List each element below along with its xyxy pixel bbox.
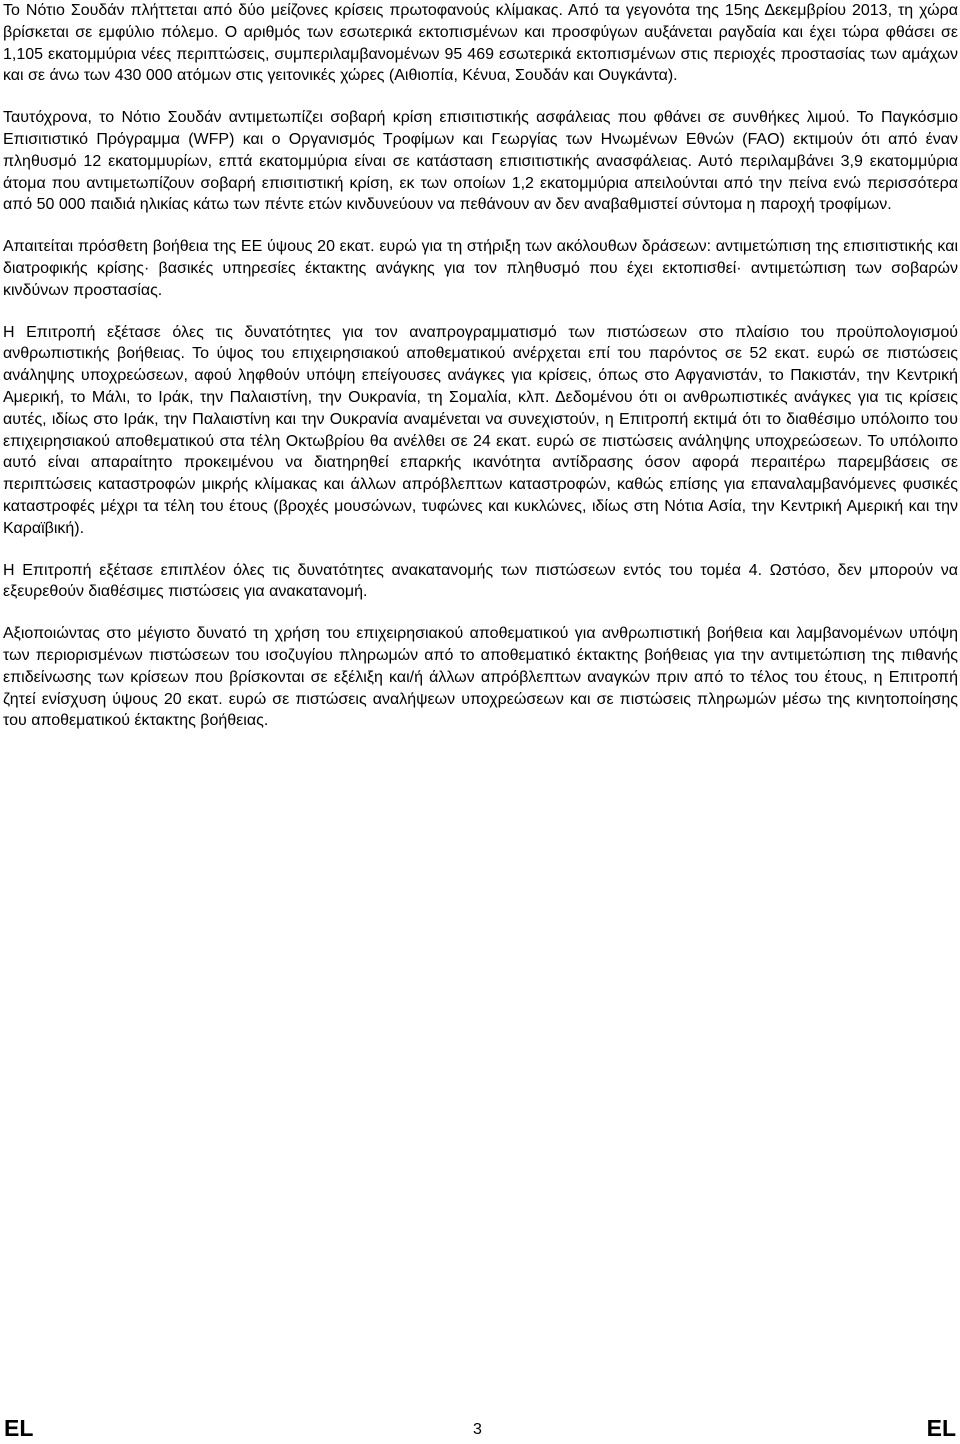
document-body [3,0,958,752]
footer-language-left: EL [4,1415,34,1441]
paragraph-4: Η Επιτροπή εξέτασε όλες τις δυνατότητες για τον αναπρογραμματισμό των πιστώσεων στο πλαίσιο του προϋπολογισμού ανθρωπιστικής βοήθειας. Το ύψος του επιχειρησιακού αποθεματικού ανέρχεται επί του παρόντος σε 52 εκατ. ευρώ σε πιστώσεις ανάληψης υποχρεώσεων, αφού ληφθούν υπόψη επείγουσες ανάγκες για κρίσεις, όπως στο Αφγανιστάν, το Πακιστάν, την Κεντρική Αμερική, το Μάλι, το Ιράκ, την Παλαιστίνη, την Ουκρανία, τη Σομαλία, κλπ. Δεδομένου ότι οι ανθρωπιστικές ανάγκες για τις κρίσεις αυτές, ιδίως στο Ιράκ, την Παλαιστίνη και την Ουκρανία αναμένεται να συνεχιστούν, η Επιτροπή εκτιμά ότι το διαθέσιμο υπόλοιπο του επιχειρησιακού αποθεματικού στα τέλη Οκτωβρίου θα ανέλθει σε 24 εκατ. ευρώ σε πιστώσεις ανάληψης υποχρεώσεων. Το υπόλοιπο αυτό είναι απαραίτητο προκειμένου να διατηρηθεί επαρκής ικανότητα αντίδρασης όσον αφορά περαιτέρω παρεμβάσεις σε περιπτώσεις καταστροφών μικρής κλίμακας και άλλων απρόβλεπτων καταστροφών, καθώς επίσης για επαναλαμβανόμενες φυσικές καταστροφές μέχρι τα τέλη του έτους (βροχές μουσώνων, τυφώνες και κυκλώνες, ιδίως στη Νότια Ασία, την Κεντρική Αμερική και την Καραϊβική). [3,323,958,537]
page-number: 3 [473,1421,482,1438]
paragraph-5: Η Επιτροπή εξέτασε επιπλέον όλες τις δυνατότητες ανακατανομής των πιστώσεων εντός του τομέα 4. Ωστόσο, δεν μπορούν να εξευρεθούν διαθέσιμες πιστώσεις για ανακατανομή. [3,561,958,601]
paragraph-2: Ταυτόχρονα, το Νότιο Σουδάν αντιμετωπίζει σοβαρή κρίση επισιτιστικής ασφάλειας που φθάνει σε συνθήκες λιμού. Το Παγκόσμιο Επισιτιστικό Πρόγραμμα (WFP) και ο Οργανισμός Τροφίμων και Γεωργίας των Ηνωμένων Εθνών (FAO) εκτιμούν ότι από έναν πληθυσμό 12 εκατομμυρίων, επτά εκατομμύρια είναι σε κατάσταση επισιτιστικής ανασφάλειας. Αυτό περιλαμβάνει 3,9 εκατομμύρια άτομα που αντιμετωπίζουν σοβαρή επισιτιστική κρίση, εκ των οποίων 1,2 εκατομμύρια απειλούνται από την πείνα ενώ περισσότερα από 50 000 παιδιά ηλικίας κάτω των πέντε ετών κινδυνεύουν να πεθάνουν αν δεν αναβαθμιστεί σύντομα η παροχή τροφίμων. [3,109,958,214]
paragraph-6: Αξιοποιώντας στο μέγιστο δυνατό τη χρήση του επιχειρησιακού αποθεματικού για ανθρωπιστική βοήθεια και λαμβανομένων υπόψη των περιορισμένων πιστώσεων του ισοζυγίου πληρωμών από το αποθεματικό έκτακτης βοήθειας για την αντιμετώπιση της πιθανής επιδείνωσης των κρίσεων που βρίσκονται σε εξέλιξη και/ή άλλων απρόβλεπτων αναγκών πριν από το τέλος του έτους, η Επιτροπή ζητεί ενίσχυση ύψους 20 εκατ. ευρώ σε πιστώσεις αναλήψεων υποχρεώσεων και σε πιστώσεις πληρωμών μέσω της κινητοποίησης του αποθεματικού έκτακτης βοήθειας. [3,625,958,730]
page-footer [0,1415,960,1441]
footer-language-right: EL [926,1415,956,1441]
paragraph-3: Απαιτείται πρόσθετη βοήθεια της ΕΕ ύψους 20 εκατ. ευρώ για τη στήριξη των ακόλουθων δράσεων: αντιμετώπιση της επισιτιστικής και διατροφικής κρίσης· βασικές υπηρεσίες έκτακτης ανάγκης για τον πληθυσμό που έχει εκτοπισθεί· αντιμετώπιση των σοβαρών κινδύνων προστασίας. [3,238,958,299]
paragraph-1: Το Νότιο Σουδάν πλήττεται από δύο μείζονες κρίσεις πρωτοφανούς κλίμακας. Από τα γεγονότα της 15ης Δεκεμβρίου 2013, τη χώρα βρίσκεται σε εμφύλιο πόλεμο. Ο αριθμός των εσωτερικά εκτοπισμένων και προσφύγων αυξάνεται ραγδαία και έχει τώρα φθάσει σε 1,105 εκατομμύρια νέες περιπτώσεις, συμπεριλαμβανομένων 95 469 εσωτερικά εκτοπισμένων στις περιοχές προστασίας των αμάχων και σε άνω των 430 000 ατόμων στις γειτονικές χώρες (Αιθιοπία, Κένυα, Σουδάν και Ουγκάντα). [3,2,958,85]
